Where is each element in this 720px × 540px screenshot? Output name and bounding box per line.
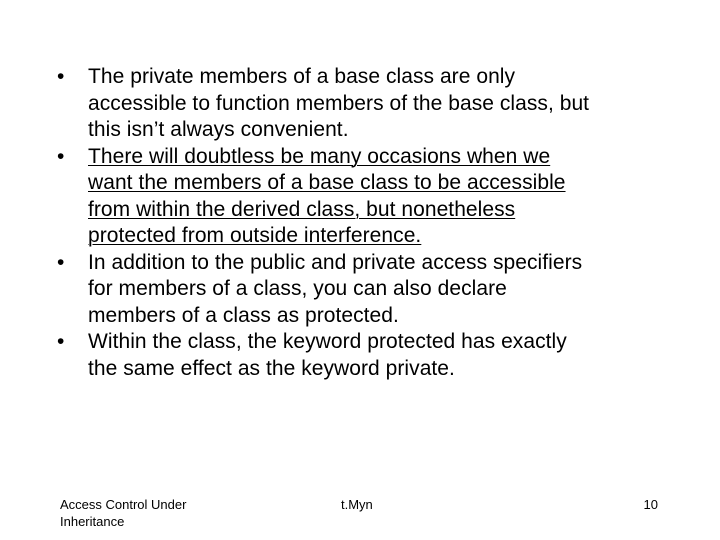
bullet-text-1: The private members of a base class are only accessible to function members of the base class, but this isn’t always convenient. <box>88 65 590 141</box>
bullet-marker: • <box>57 250 65 274</box>
footer-author: t.Myn <box>341 497 373 512</box>
bullet-item-1 <box>57 64 677 144</box>
bullet-list <box>57 64 677 382</box>
bullet-marker: • <box>57 144 65 168</box>
bullet-text-3: In addition to the public and private access specifiers for members of a class, you can also declare members of a class as protected. <box>88 250 583 327</box>
footer-title: Access Control Under Inheritance <box>60 497 187 529</box>
bullet-marker: • <box>57 330 65 353</box>
bullet-item-4 <box>57 329 677 382</box>
bullet-text-2: There will doubtless be many occasions when we want the members of a base class to be accessible from within the derived class, but nonetheless protected from outside interference. <box>88 144 566 247</box>
page-number: 10 <box>643 497 658 512</box>
bullet-item-3 <box>57 250 677 330</box>
bullet-item-2 <box>57 144 677 250</box>
bullet-text-4: Within the class, the keyword protected has exactly the same effect as the keyword private. <box>88 330 567 380</box>
bullet-marker: • <box>57 65 65 88</box>
